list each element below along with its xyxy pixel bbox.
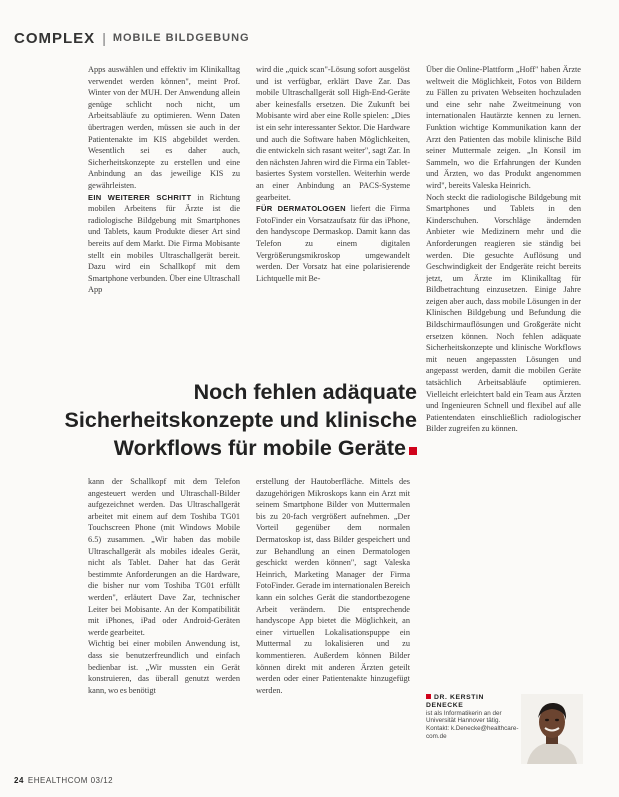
paragraph [256, 476, 410, 696]
bio-marker [426, 694, 431, 699]
author-role: ist als Informatikerin an der Universität Hannover tätig. [426, 709, 502, 725]
author-bio [426, 694, 520, 741]
paragraph-text: kann der Schallkopf mit dem Telefon angesteuert werden und Ultraschall-Bilder aufgezeichnet werden. Das Ultraschallgerät arbeitet mit einem auf dem Toshiba TG01 Touchscreen Phone (mit Windows Mobile 6.5) zusammen. „Wir haben das mobile Ultraschallgerät als mobiles ideales Gerät, nicht als Tablet. Daher hat das Gerät bestimmte Anforderungen an die Hardware, die bisher nur vom Toshiba TG01 erfüllt werden", erläutert Dave Zar, technischer Leiter bei Mobisante. An der Kompatibilität mit iPhones, iPad oder Android-Geräten werde gearbeitet. [88, 477, 240, 637]
paragraph-text: wird die „quick scan"-Lösung sofort ausgelöst und ist verfügbar, erklärt Dave Zar. Das mobile Ultraschallgerät soll High-End-Geräte aber keinesfalls ersetzen. Die Zukunft bei Mobisante wird aber eine Rolle spielen: „Dies ist ein sehr interessanter Sektor. Die Hardware und auch die Software haben Möglichkeiten, die entwickeln sich rasant weiter", sagt Zar. In den nächsten Jahren wird die Firma ein Tablet-basiertes System vorstellen. Weiterhin werde an einer Anbindung an PACS-Systeme gearbeitet. [256, 65, 410, 202]
column-1-bottom [88, 476, 240, 776]
pull-quote-end-mark [409, 447, 417, 455]
paragraph-text: liefert die Firma FotoFinder ein Vorsatzaufsatz für das iPhone, den handyscope Dermaskop. Damit kann das Telefon zu einem digitalen Vergrößerungsmikroskop umgewandelt werden. Der Vorsatz hat eine polarisierende Lichtquelle mit Be- [256, 204, 410, 283]
paragraph-text: Noch steckt die radiologische Bildgebung mit Smartphones und Tablets in den Kinderschuhen. Vorschläge ändernden Anbieter wie Medizinern mehr und die Anforderungen reagieren sie ständig bei werden. Die gesuchte Auflösung und Geschwindigkeit der Endgeräte reicht bereits jetzt, um Ärzte im Klinikalltag für Bildbetrachtung einzusetzen. Einige Jahre zeigen aber auch, dass mobile Lösungen in der Klinischen Bildgebung und Befundung die Bildschirmauflösungen und Großgeräte nicht ersetzen können. Noch fehlen adäquate Sicherheitskonzepte und klinische Workflows mit neuen angepassten Lösungen und angepasst werden, damit die mobilen Geräte tatsächlich Arbeitsabläufe optimieren. Vielleicht erleichtert bald ein Team aus Ärzten und Ingenieuren Schnell und flexibel auf alle Patientendaten einschließlich radiologischer Bilder zugreifen zu können. [426, 192, 581, 434]
author-name-text: DR. KERSTIN DENECKE [426, 694, 485, 709]
page-footer [14, 776, 113, 785]
paragraph-text: in Richtung mobilen Arbeitens für Ärzte ist die radiologische Bildgebung mit Smartphones und Tablets, kaum Produkte dieser Art sind bereits auf dem Markt. Die Firma Mobisante stellt ein mobiles Ultraschallgerät bereit. Dazu wird ein Schallkopf mit dem Smartphone verbunden. Über eine Ultraschall App [88, 192, 240, 295]
paragraph-text: Apps auswählen und effektiv im Klinikalltag verwendet werden können", meint Prof. Winter von der MUH. Der Anwendung allein genüge schlicht noch nicht, um Arbeitsabläufe zu optimieren. Wenn Daten übertragen werden, müssen sie auch in der Patientenakte im KIS abgebildet werden. Wesentlich sei es daher auch, Sicherheitskonzepte zu erstellen und eine Anbindung an das jeweilige KIS zu gewährleisten. [88, 65, 240, 190]
column-1-top [88, 64, 240, 382]
paragraph [88, 638, 240, 696]
column-2-bottom [256, 476, 410, 776]
paragraph [88, 64, 240, 192]
pull-quote [52, 372, 421, 470]
column-3 [426, 64, 581, 754]
header-separator: | [102, 30, 106, 46]
paragraph [426, 192, 581, 435]
paragraph-text: erstellung der Hautoberfläche. Mittels des dazugehörigen Mikroskops kann ein Arzt mit seinem Smartphone Bilder von Muttermalen bis zu 20-fach vergrößert aufnehmen. „Der Vorteil gegenüber dem normalen Dermatoskop ist, dass Bilder gespeichert und zur Behandlung an einen Dermatologen geschickt werden können", sagt Valeska Heinrich, Marketing Manager der Firma FotoFinder. Gerade im internationalen Bereich kann ein solches Gerät die standortbezogene Arbeit verändern. Die entsprechende handyscope App bietet die Möglichkeit, an einer virtuellen Lokalisationspuppe ein Muttermal zu lokalisieren und zu kommentieren. Außerdem können Bilder können direkt mit anderen Ärzten geteilt werden oder einer Patientenakte hinzugefügt werden. [256, 477, 410, 695]
pull-quote-text: Noch fehlen adäquate Sicherheitskonzepte und klinische Workflows für mobile Geräte [64, 380, 417, 460]
author-contact: Kontakt: k.Denecke@healthcare-com.de [426, 725, 519, 740]
paragraph [88, 192, 240, 296]
issue-label: EHEALTHCOM 03/12 [27, 776, 114, 785]
paragraph [256, 203, 410, 284]
author-name [426, 694, 520, 710]
portrait-image [521, 694, 583, 764]
page-header [14, 28, 250, 48]
paragraph [426, 64, 581, 192]
paragraph-text: Wichtig bei einer mobilen Anwendung ist, dass sie benutzerfreundlich und einfach bedienbar ist. „Wir mussten ein Gerät konstruieren, das überall genutzt werden kann, wo es benötigt [88, 639, 240, 695]
paragraph-text: Über die Online-Plattform „Hoff" haben Ärzte weltweit die Möglichkeit, Fotos von Bildern zu Fällen zu privaten Webseiten hochzuladen und eine sehr nahe Zweitmeinung von internationalen Hautärzte kennen zu lernen. Funktion wichtige Kommunikation kann der Arzt den Patienten das mobile klinische Bild seiner Muttermale zeigen. „In Konsil im Sammeln, wo die Erfahrungen der Kunden und Ärzten, wo das Produkt angenommen wird", bereits Valeska Heinrich. [426, 65, 581, 190]
author-photo [521, 694, 583, 764]
section-title: COMPLEX [14, 29, 96, 47]
paragraph-lead: EIN WEITERER SCHRITT [88, 192, 192, 202]
section-topic: MOBILE BILDGEBUNG [112, 32, 250, 44]
paragraph-lead: FÜR DERMATOLOGEN [256, 204, 346, 214]
paragraph [256, 64, 410, 203]
page-number: 24 [14, 776, 24, 785]
paragraph [88, 476, 240, 638]
column-2-top [256, 64, 410, 364]
